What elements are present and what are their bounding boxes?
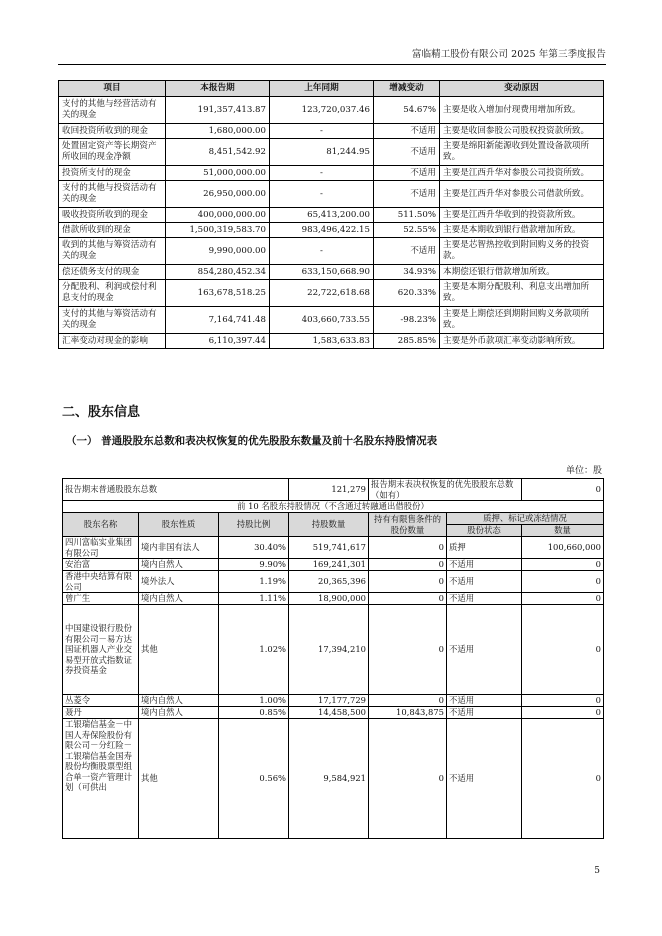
cell-qty: 17,177,729	[289, 695, 369, 707]
total-label: 报告期末普通股股东总数	[63, 479, 289, 501]
hdr-nature: 股东性质	[139, 513, 219, 537]
cell-restricted: 0	[369, 593, 447, 605]
cell-reason: 本期偿还银行借款增加所致。	[440, 265, 604, 280]
cell-change: -98.23%	[374, 307, 440, 334]
total-shareholders-row	[63, 479, 604, 501]
section-subtitle: （一） 普通股股东总数和表决权恢复的优先股股东数量及前十名股东持股情况表	[66, 435, 438, 447]
table-row	[59, 280, 604, 307]
cell-qty: 18,900,000	[289, 593, 369, 605]
cell-item: 偿还债务支付的现金	[59, 265, 166, 280]
cell-restricted: 10,843,875	[369, 707, 447, 719]
cell-change: 不适用	[374, 166, 440, 181]
cell-item: 处置固定资产等长期资产所收回的现金净额	[59, 139, 166, 166]
cell-nature: 境内自然人	[139, 695, 219, 707]
cell-qty: 20,365,396	[289, 571, 369, 593]
table-row	[63, 695, 604, 707]
cell-status: 不适用	[447, 719, 522, 839]
cell-ratio: 1.11%	[219, 593, 289, 605]
cell-count: 0	[522, 605, 604, 695]
cell-status: 不适用	[447, 605, 522, 695]
cashflow-change-table	[58, 80, 604, 349]
col-reason: 变动原因	[440, 81, 604, 97]
cell-reason: 主要是本期收到银行借款增加所致。	[440, 223, 604, 238]
cell-prior: 983,496,422.15	[270, 223, 374, 238]
table-row	[59, 265, 604, 280]
table-row	[59, 238, 604, 265]
cell-reason: 主要是收回参股公司股权投资款所致。	[440, 124, 604, 139]
hdr-status: 股份状态	[447, 525, 522, 537]
cell-prior: -	[270, 166, 374, 181]
hdr-restricted: 持有有限售条件的股份数量	[369, 513, 447, 537]
cell-reason: 主要是江西升华对参股公司投资所致。	[440, 166, 604, 181]
cell-item: 借款所收到的现金	[59, 223, 166, 238]
cell-change: 不适用	[374, 124, 440, 139]
table-row	[59, 334, 604, 349]
cell-status: 不适用	[447, 571, 522, 593]
cell-current: 8,451,542.92	[166, 139, 270, 166]
cell-name: 聂丹	[63, 707, 139, 719]
cell-ratio: 1.19%	[219, 571, 289, 593]
cell-restricted: 0	[369, 605, 447, 695]
cell-prior: -	[270, 238, 374, 265]
cell-prior: 403,660,733.55	[270, 307, 374, 334]
table-row	[63, 593, 604, 605]
cell-item: 汇率变动对现金的影响	[59, 334, 166, 349]
table-row	[59, 223, 604, 238]
cell-current: 26,950,000.00	[166, 181, 270, 208]
cell-prior: -	[270, 181, 374, 208]
cell-current: 9,990,000.00	[166, 238, 270, 265]
col-prior: 上年同期	[270, 81, 374, 97]
cell-current: 51,000,000.00	[166, 166, 270, 181]
cell-change: 54.67%	[374, 97, 440, 124]
header-rule	[58, 64, 606, 65]
cell-status: 不适用	[447, 559, 522, 571]
cell-name: 四川富临实业集团有限公司	[63, 537, 139, 559]
cell-nature: 境内自然人	[139, 707, 219, 719]
cashflow-header-row	[59, 81, 604, 97]
cell-restricted: 0	[369, 559, 447, 571]
table-row	[63, 537, 604, 559]
cell-item: 吸收投资所收到的现金	[59, 208, 166, 223]
cell-reason: 主要是外币款项汇率变动影响所致。	[440, 334, 604, 349]
table-row	[63, 707, 604, 719]
cell-restricted: 0	[369, 695, 447, 707]
cell-current: 1,680,000.00	[166, 124, 270, 139]
cell-qty: 519,741,617	[289, 537, 369, 559]
cell-nature: 其他	[139, 719, 219, 839]
cell-current: 1,500,319,583.70	[166, 223, 270, 238]
total-value: 121,279	[289, 479, 369, 501]
hdr-count: 数量	[522, 525, 604, 537]
cell-change: 不适用	[374, 238, 440, 265]
cell-reason: 主要是绵阳新能源收到处置设备款项所致。	[440, 139, 604, 166]
cell-qty: 9,584,921	[289, 719, 369, 839]
cell-nature: 境内自然人	[139, 559, 219, 571]
table-row	[59, 307, 604, 334]
hdr-ratio: 持股比例	[219, 513, 289, 537]
cell-change: 620.33%	[374, 280, 440, 307]
table-row	[59, 139, 604, 166]
col-current: 本报告期	[166, 81, 270, 97]
cell-name: 香港中央结算有限公司	[63, 571, 139, 593]
pref-value: 0	[522, 479, 604, 501]
cell-nature: 境内非国有法人	[139, 537, 219, 559]
cell-prior: -	[270, 124, 374, 139]
cell-qty: 169,241,301	[289, 559, 369, 571]
cell-count: 0	[522, 695, 604, 707]
cell-ratio: 9.90%	[219, 559, 289, 571]
cell-item: 支付的其他与筹资活动有关的现金	[59, 307, 166, 334]
cell-reason: 主要是本期分配股利、利息支出增加所致。	[440, 280, 604, 307]
cell-item: 支付的其他与经营活动有关的现金	[59, 97, 166, 124]
cell-prior: 22,722,618.68	[270, 280, 374, 307]
table-row	[59, 208, 604, 223]
cell-nature: 境外法人	[139, 571, 219, 593]
cell-status: 不适用	[447, 707, 522, 719]
cell-status: 不适用	[447, 593, 522, 605]
cell-prior: 81,244.95	[270, 139, 374, 166]
pref-label: 报告期末表决权恢复的优先股股东总数（如有）	[369, 479, 522, 501]
top10-title: 前 10 名股东持股情况（不含通过转融通出借股份）	[63, 501, 604, 513]
cell-change: 34.93%	[374, 265, 440, 280]
table-row	[59, 181, 604, 208]
col-change: 增减变动	[374, 81, 440, 97]
hdr-pledge: 质押、标记或冻结情况	[447, 513, 604, 525]
cell-current: 6,110,397.44	[166, 334, 270, 349]
cell-change: 285.85%	[374, 334, 440, 349]
top10-title-row	[63, 501, 604, 513]
cell-restricted: 0	[369, 571, 447, 593]
hdr-qty: 持股数量	[289, 513, 369, 537]
cell-count: 0	[522, 571, 604, 593]
cell-name: 中国建设银行股份有限公司－易方达国证机器人产业交易型开放式指数证券投资基金	[63, 605, 139, 695]
cell-reason: 主要是江西升华对参股公司借款所致。	[440, 181, 604, 208]
cell-ratio: 1.00%	[219, 695, 289, 707]
cell-restricted: 0	[369, 719, 447, 839]
table-row	[63, 559, 604, 571]
table-row	[63, 605, 604, 695]
cell-reason: 主要是江西升华收到的投资款所致。	[440, 208, 604, 223]
cell-change: 52.55%	[374, 223, 440, 238]
cell-count: 0	[522, 719, 604, 839]
cell-count: 0	[522, 593, 604, 605]
cell-name: 安治富	[63, 559, 139, 571]
cell-ratio: 1.02%	[219, 605, 289, 695]
cell-reason: 主要是上期偿还到期附回购义务款项所致。	[440, 307, 604, 334]
cell-ratio: 0.85%	[219, 707, 289, 719]
cell-nature: 其他	[139, 605, 219, 695]
page-number: 5	[594, 866, 600, 876]
cell-current: 400,000,000.00	[166, 208, 270, 223]
shareholder-table	[62, 478, 604, 839]
cell-ratio: 0.56%	[219, 719, 289, 839]
cell-count: 100,660,000	[522, 537, 604, 559]
cell-item: 投资所支付的现金	[59, 166, 166, 181]
cell-item: 分配股利、利润或偿付利息支付的现金	[59, 280, 166, 307]
shareholder-header-row	[63, 513, 604, 525]
col-item: 项目	[59, 81, 166, 97]
cell-name: 丛菱令	[63, 695, 139, 707]
table-row	[59, 97, 604, 124]
report-header-title: 富临精工股份有限公司 2025 年第三季度报告	[411, 49, 606, 60]
cell-change: 不适用	[374, 139, 440, 166]
cell-item: 支付的其他与投资活动有关的现金	[59, 181, 166, 208]
unit-label: 单位：股	[565, 466, 602, 476]
cell-reason: 主要是收入增加付现费用增加所致。	[440, 97, 604, 124]
cell-name: 曾广生	[63, 593, 139, 605]
cell-item: 收回投资所收到的现金	[59, 124, 166, 139]
table-row	[63, 571, 604, 593]
table-row	[63, 719, 604, 839]
cell-current: 191,357,413.87	[166, 97, 270, 124]
cell-prior: 1,583,633.83	[270, 334, 374, 349]
cell-current: 7,164,741.48	[166, 307, 270, 334]
cell-prior: 633,150,668.90	[270, 265, 374, 280]
cell-nature: 境内自然人	[139, 593, 219, 605]
cell-prior: 123,720,037.46	[270, 97, 374, 124]
cell-prior: 65,413,200.00	[270, 208, 374, 223]
cell-change: 511.50%	[374, 208, 440, 223]
cell-change: 不适用	[374, 181, 440, 208]
cell-ratio: 30.40%	[219, 537, 289, 559]
cell-current: 854,280,452.34	[166, 265, 270, 280]
cell-qty: 14,458,500	[289, 707, 369, 719]
cell-name: 工银瑞信基金－中国人寿保险股份有限公司－分红险－工银瑞信基金国寿股份均衡股票型组合单一资产管理计划（可供出	[63, 719, 139, 839]
table-row	[59, 124, 604, 139]
hdr-name: 股东名称	[63, 513, 139, 537]
cell-restricted: 0	[369, 537, 447, 559]
cell-qty: 17,394,210	[289, 605, 369, 695]
cell-status: 质押	[447, 537, 522, 559]
cell-current: 163,678,518.25	[166, 280, 270, 307]
cell-reason: 主要是芯智热控收到附回购义务的投资款。	[440, 238, 604, 265]
table-row	[59, 166, 604, 181]
cell-item: 收到的其他与筹资活动有关的现金	[59, 238, 166, 265]
cell-status: 不适用	[447, 695, 522, 707]
cell-count: 0	[522, 707, 604, 719]
cell-count: 0	[522, 559, 604, 571]
section-title: 二、股东信息	[62, 405, 141, 420]
